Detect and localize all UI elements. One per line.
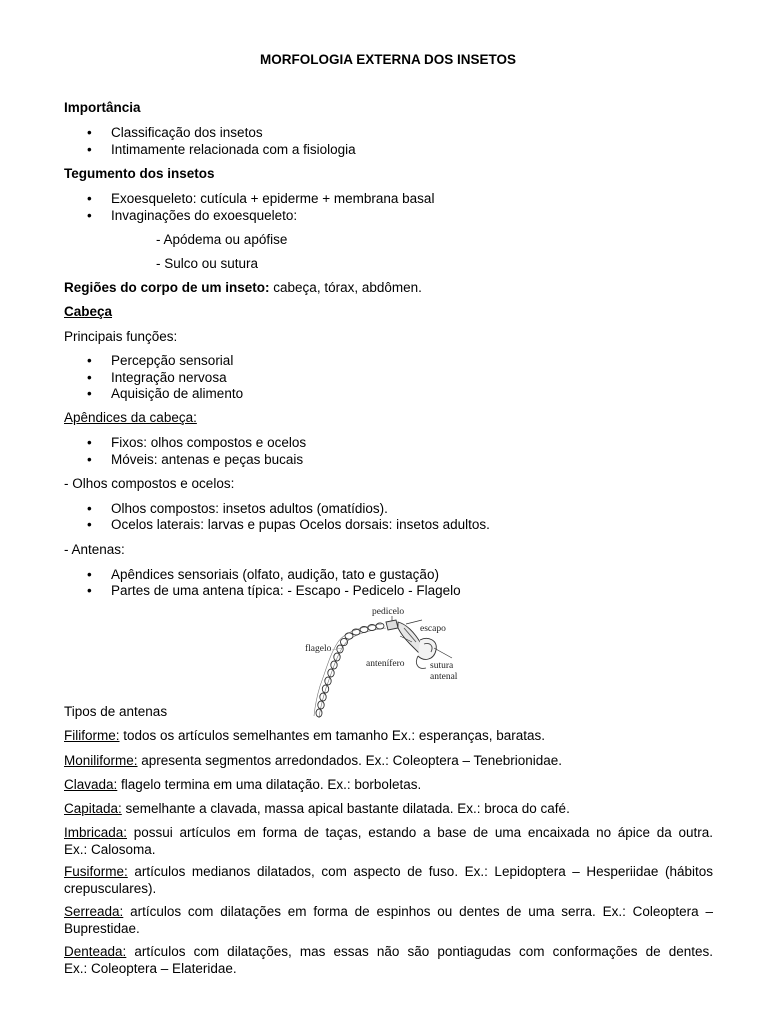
tipo-entry-fusiforme: [64, 863, 713, 897]
tipo-text: possui artículos em forma de taças, estando a base de uma encaixada no ápice da outra.: [127, 825, 713, 840]
apendices-label: Apêndices da cabeça:: [64, 410, 197, 425]
regioes-label: Regiões do corpo de um inseto:: [64, 280, 270, 295]
tipo-term: Clavada:: [64, 777, 118, 792]
tipo-entry-moniliforme: [64, 752, 714, 769]
tipo-text-cont: Buprestidae.: [64, 921, 140, 936]
tipo-entry-filiforme: [64, 727, 714, 744]
antenas-label: - Antenas:: [64, 542, 125, 557]
tipo-text: artículos com dilatações em forma de espinhos ou dentes de uma serra. Ex.: Coleoptera –: [123, 904, 713, 919]
tegumento-subitem: - Apódema ou apófise: [156, 232, 288, 247]
regioes-text: cabeça, tórax, abdômen.: [269, 280, 422, 295]
label-antenal: antenal: [430, 672, 458, 682]
tipo-text: semelhante a clavada, massa apical bastante dilatada. Ex.: broca do café.: [121, 801, 570, 816]
tipo-entry-imbricada: [64, 824, 713, 858]
label-antenifero: antenífero: [366, 659, 405, 669]
olhos-label: - Olhos compostos e ocelos:: [64, 476, 235, 491]
tipo-term: Fusiforme:: [64, 864, 128, 879]
tipo-term: Serreada:: [64, 904, 124, 919]
regioes-paragraph: [64, 279, 714, 296]
tipos-heading: Tipos de antenas: [64, 704, 168, 719]
importancia-heading: Importância: [64, 100, 141, 115]
tipo-term: Capitada:: [64, 801, 122, 816]
tipo-term: Filiforme:: [64, 728, 120, 743]
funcoes-label: Principais funções:: [64, 329, 178, 344]
label-escapo: escapo: [420, 624, 446, 634]
cabeca-heading: Cabeça: [64, 304, 113, 319]
tipo-entry-clavada: [64, 776, 714, 793]
tipo-text: artículos com dilatações, mas essas não são pontiagudas com conformações de dentes.: [126, 944, 713, 959]
document-title: MORFOLOGIA EXTERNA DOS INSETOS: [259, 52, 517, 67]
tipo-entry-serreada: [64, 903, 713, 937]
tipo-text: flagelo termina em uma dilatação. Ex.: borboletas.: [117, 777, 422, 792]
tipo-text-cont: Ex.: Coleoptera – Elateridae.: [64, 961, 237, 976]
tegumento-heading: Tegumento dos insetos: [64, 166, 215, 181]
label-flagelo: flagelo: [305, 644, 332, 654]
tipo-entry-denteada: [64, 943, 713, 977]
label-pedicelo: pedicelo: [372, 607, 405, 617]
tipo-text: apresenta segmentos arredondados. Ex.: Coleoptera – Tenebrionidae.: [137, 753, 563, 768]
tegumento-subitem: - Sulco ou sutura: [156, 256, 259, 271]
label-sutura: sutura: [430, 661, 454, 671]
document-page: MORFOLOGIA EXTERNA DOS INSETOS Importância Classificação dos insetos Intimamente relacionada com a fisiologia Tegumento dos insetos Exoesqueleto: cutícula + epiderme + membrana basal Invaginações do exoesqueleto: - Apódema ou apófise - Sulco ou sutura Regiões do corpo de um inseto: cabeça, tórax, abdômen. Cabeça Principais funções: Percepção sensorial Integração nervosa Aquisição de alimento Apêndices da cabeça: Fixos: olhos compostos e ocelos Móveis: antenas e peças bucais - Olhos compostos e ocelos: Olhos compostos: insetos adultos (omatídios). Ocelos laterais: larvas e pupas Ocelos dorsais: insetos adultos. - Antenas: Apêndices sensoriais (olfato, audição, tato e gustação) Partes de uma antena típica: - Escapo - Pedicelo - Flagelo pedicelo escapo flagelo antenífero sutura antenal Tipos de antenas Filiforme: todos os artículos semelhantes em tamanho Ex.: esperanças, baratas. Moniliforme: apresenta segmentos arredondados. Ex.: Coleoptera – Tenebrionidae. Clavada: flagelo termina em uma dilatação. Ex.: borboletas. Capitada: semelhante a clavada, massa apical bastante dilatada. Ex.: broca do café. Imbricada: possui artículos em forma de taças, estando a base de uma encaixada no ápice da outra. Ex.: Calosoma. Fusiforme: artículos medianos dilatados, com aspecto de fuso. Ex.: Lepidoptera – Hesperiidae (hábitos crepusculares). Serreada: artículos com dilatações em forma de espinhos ou dentes de uma serra. Ex.: Coleoptera – Buprestidae. Denteada: artículos com dilatações, mas essas não são pontiagudas com conformações de dentes. Ex.: Coleoptera – Elateridae.: [0, 0, 768, 1024]
tipo-term: Moniliforme:: [64, 753, 138, 768]
tipo-text: todos os artículos semelhantes em tamanho Ex.: esperanças, baratas.: [119, 728, 545, 743]
tipo-text-cont: Ex.: Calosoma.: [64, 842, 156, 857]
tipo-text-cont: crepusculares).: [64, 881, 157, 896]
tipo-entry-capitada: [64, 800, 714, 817]
tipo-text: artículos medianos dilatados, com aspecto de fuso. Ex.: Lepidoptera – Hesperiidae (hábitos: [127, 864, 713, 879]
tipo-term: Imbricada:: [64, 825, 128, 840]
tipo-term: Denteada:: [64, 944, 127, 959]
